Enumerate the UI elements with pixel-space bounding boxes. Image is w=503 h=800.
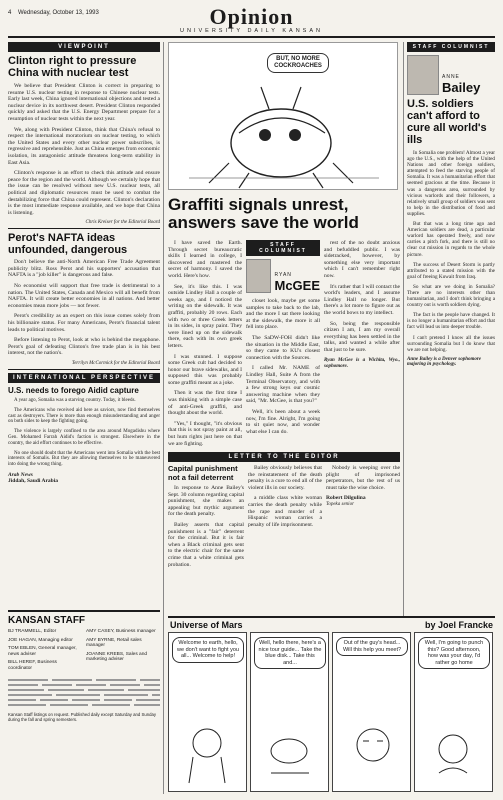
nafta-paragraph: No economist will support that free trade is detrimental to a nation. The United States, Canada and Mexico will all benefit from NAFTA. It will create better economies in all nations. And better economies mean more jobs — not fewer. — [8, 283, 160, 309]
bailey-paragraph: I can't pretend I know all the issues surrounding Somalia but I do know that we are not helping. — [407, 334, 495, 353]
nafta-headline: Perot's NAFTA ideas unfounded, dangerous — [8, 232, 128, 257]
comic-drawing — [169, 633, 246, 791]
comic-drawing — [415, 633, 492, 791]
main-paragraph: I was stunned. I suppose some Greek cult had decided to honor our brave sidewalks, and I supposed this was probably some graffiti meant as a joke. — [168, 353, 242, 386]
bailey-paragraph: But that was a long time ago and American soldiers are dead, a particular warlord has operated freely, and now carries a pitch fork, and there is still no clear cut mission in regards to the whole picture. — [407, 221, 495, 258]
letters-paragraph: In response to Anne Bailey's Sept. 30 column regarding capital punishment, she makes an appealing but mythic argument for the death penalty. — [168, 485, 244, 518]
divider — [8, 369, 160, 370]
editorial-cartoon — [168, 42, 398, 190]
letters-paragraph: a middle class white woman carries the death penalty while the rape and murder of a Hispanic woman carries a penalty of life imprisonment. — [248, 495, 322, 528]
comic-author: by Joel Francke — [424, 620, 493, 630]
masthead-entry: BILL HEREF, Business coordinator — [8, 660, 57, 671]
letters-paragraph: Bailey obviously believes that the reinstatement of the death penalty is a cure to end all of the violent ills in our society. — [248, 465, 322, 491]
comic-strip — [168, 616, 495, 796]
divider — [8, 228, 160, 229]
main-columnist-kicker: STAFF COLUMNIST — [246, 240, 320, 256]
international-paragraph: The violence is largely confined to the area around Mogadishu where Gen. Mohamed Farrah Aidid's faction is strongest. Elsewhere in the country, the aid effort continues to be effective. — [8, 429, 160, 446]
main-paragraph: I called Mr. NAME of Lindley Hall, Suite A from the Terminal Observatory, and with a few strong keys our cosmic answering machine when they said, "Mr. McGee, is that you?" — [246, 365, 320, 405]
nafta-paragraph: Don't believe the anti-North American Free Trade Agreement publicity blitz. Ross Perot and his supporters' accusation that NAFTA is a "job killer" is dangerous and false. — [8, 259, 160, 279]
bailey-paragraph: So what are we doing in Somalia? There are no interests other than humanitarian, and I don't think bringing a country out is worth soldiers dying. — [407, 283, 495, 309]
international-headline: U.S. needs to forego Aidid capture — [8, 386, 139, 395]
masthead-entry: BJ TRAMMELL, Editor — [8, 629, 57, 634]
international-paragraph: The Americans who received aid here as saviors, now find themselves cast as destroyers. There is more than enough misunderstanding and anger on both sides to keep the fighting going. — [8, 407, 160, 425]
main-paragraph: closet look, maybe get some samples to take back to the lab, and the more I sat there looking at the sidewalk, the more it all fell into place. — [246, 298, 320, 331]
issue-date: Wednesday, October 13, 1993 — [18, 10, 99, 16]
letters-location: Topeka senior — [326, 501, 355, 507]
columnist-first-name: RYAN — [274, 272, 292, 278]
masthead-listing — [8, 679, 160, 706]
main-column-3 — [324, 240, 400, 371]
masthead-entry: JOE HAGAN, Managing editor — [8, 637, 73, 643]
comic-bubble: Well, I'm going to punch this? Good afternoon, how was your day, I'd rather go home — [418, 637, 490, 669]
main-paragraph: Well, it's been about a week now, I'm fine. Alright, I'm going to sit quiet now, and wonder what else I can do. — [246, 408, 320, 435]
main-headline: Graffiti signals unrest, answers save the world — [168, 195, 359, 232]
masthead-entry: JOANNE KREBS, Sales and marketing adviser — [86, 651, 148, 663]
main-paragraph: It's rather that I will contact the world's leaders, and I assume Lindley Hall no longer. But there's a lot more to figure out as the world bows to my intellect. — [324, 283, 400, 316]
main-credit: Ryan McGee is a Wichita, Wyo., sophomore. — [324, 357, 400, 370]
bailey-first-name: ANNE — [442, 74, 460, 80]
page-number: 4 — [8, 10, 12, 16]
nafta-paragraph: Before listening to Perot, look at who is behind the megaphone. Perot's goal of defeating Clinton's free trade plan is in his best interest, not the nation's. — [8, 337, 160, 357]
bailey-column — [407, 42, 495, 367]
main-column-2 — [246, 240, 320, 439]
viewpoint-paragraph: We, along with President Clinton, think that China's refusal to respect the international moratorium on nuclear testing, to which the United States and every other nuclear power subscribes, is regressive and reprehensible. Just as China emerges from economic isolation, its antagonistic attitude threatens long-term stability in East Asia. — [8, 126, 160, 166]
masthead-entry: AMY CASEY, Business manager — [86, 629, 156, 634]
nafta-signature: Terrilyn McCormick for the Editorial Board — [71, 361, 160, 366]
bailey-headline: U.S. soldiers can't afford to cure all world's ills — [407, 98, 487, 146]
letters-paragraph: Bailey asserts that capital punishment is a "fair" deterrent for the criminal. But it is fair when a Black criminal gets sent to the electric chair for the same crime that a white criminal gets probation. — [168, 521, 244, 568]
section-title: Opinion — [209, 4, 294, 29]
bailey-kicker: STAFF COLUMNIST — [407, 42, 495, 52]
nafta-body — [8, 259, 160, 357]
letters-headline: Capital punishment not a fail deterrent — [168, 464, 238, 482]
comic-drawing — [333, 633, 410, 791]
main-paragraph: Then it was the first time I was thinking with a simple case of anti-Greek graffiti, and thought about the world. — [168, 390, 242, 417]
comic-title: Universe of Mars — [170, 620, 243, 630]
main-paragraph: rest of the no doubt anxious and befuddled public. I was sidetracked, however, by something else very important which I can't remember right now. — [324, 240, 400, 279]
left-column — [8, 42, 160, 484]
cartoon-bubble: BUT, NO MORE COCKROACHES — [267, 53, 329, 73]
international-kicker: INTERNATIONAL PERSPECTIVE — [8, 373, 160, 383]
main-paragraph: I have saved the Earth. Through secret bureaucratic skills I learned in college, I discovered and mastered the secret of harmony. I saved the world. Here's how. — [168, 240, 242, 279]
comic-bubble: Welcome to earth, hello, we don't want to fight you all... Welcome to help! — [172, 637, 244, 663]
bailey-paragraph: The fact is the people have changed. It is no longer a humanitarian effort and that fact will lead us into deeper trouble. — [407, 312, 495, 331]
masthead-footer: Kansan Staff listings on request. Published daily except Saturday and Sunday during the fall and spring semesters. — [8, 711, 157, 722]
paper-name: UNIVERSITY DAILY KANSAN — [180, 28, 323, 34]
letters-paragraph: Nobody is weeping over the plight of imprisoned perpetrators, but the rest of us must take the wise choice. — [326, 465, 400, 491]
main-paragraph: So, being the responsible citizen I am, I am my overall everything has been settled in the talks, and wanted a while after that just to be sure. — [324, 320, 400, 353]
page-header — [8, 4, 495, 38]
international-body — [8, 398, 160, 468]
staff-masthead — [8, 610, 160, 796]
column-rule — [163, 42, 164, 794]
bailey-credit: Anne Bailey is a Denver sophomore majoring in psychology. — [407, 356, 482, 367]
masthead-right — [86, 629, 158, 675]
letters-section — [168, 452, 400, 572]
bailey-last-name: Bailey — [442, 80, 481, 95]
bailey-paragraph: The success of Desert Storm is partly attributed to a stated mission with the goal of freeing Kuwait from Iraq. — [407, 261, 495, 280]
comic-bubble: Out of the guy's head... Will this help you meet? — [336, 637, 408, 656]
main-paragraph: See, it's like this. I was outside Lindley Hall a couple of weeks ago, and I noticed the writing on the sidewalk. It was graffiti, probably 20 rows. Each with two or three Greek letters in its sides, in spray paint. They were lined up on the sidewalk there, each with its own greek letters. — [168, 283, 242, 349]
letters-kicker: LETTER TO THE EDITOR — [168, 452, 400, 462]
bailey-paragraph: In Somalia one problem! Almost a year ago the U.S., with the help of the United Nations and other foreign soldiers, attempted to feed the starving people of Somalia. It was a humanitarian effort that seemed gracious at the time. Because it was a dangerous area, surrounded by vicious warlords and their followers, a relatively small group of soldiers was sent to help in the distribution of food and supplies. — [407, 150, 495, 217]
international-location: Jiddah, Saudi Arabia — [8, 477, 58, 484]
letters-signature: Robert Dilgulina — [326, 495, 366, 502]
masthead-entry: TOM EBLEN, General manager, news adviser — [8, 646, 77, 657]
main-column-1 — [168, 240, 242, 451]
nafta-paragraph: Perot's credibility as an expert on this issue comes solely from his billionaire status. For many Americans, Perot's financial talent leads to political motives. — [8, 313, 160, 333]
viewpoint-headline: Clinton right to pressure China with nuclear test — [8, 55, 137, 79]
viewpoint-signature: Chris Kreiser for the Editorial Board — [85, 220, 160, 226]
comic-panel-1 — [168, 632, 247, 792]
comic-panel-2 — [250, 632, 329, 792]
main-paragraph: The SaDW-FOH didn't like the situation in the Middle East, so they came to KU's closest connection with the Sources. — [246, 334, 320, 361]
bailey-body — [407, 150, 495, 353]
main-paragraph: "Yes," I thought, "it's obvious that this is not spray paint at all, but hum rights just here on that we are fighting. — [168, 420, 242, 447]
columnist-last-name: McGEE — [274, 278, 320, 293]
comic-drawing — [251, 633, 328, 791]
masthead-title: KANSAN STAFF — [8, 615, 86, 626]
international-source: Arab News — [8, 471, 33, 478]
viewpoint-body — [8, 83, 160, 216]
masthead-left — [8, 629, 80, 675]
viewpoint-kicker: VIEWPOINT — [8, 42, 160, 52]
comic-panel-3 — [332, 632, 411, 792]
international-paragraph: No one should doubt that the Americans went into Somalia with the best interests of Somalis. But they are allowing themselves to be maneuvered into doing the wrong thing. — [8, 450, 160, 468]
columnist-photo — [246, 259, 271, 293]
masthead-entry: AMY BYRNE, Retail sales manager — [86, 637, 142, 649]
bailey-photo — [407, 55, 439, 95]
comic-bubble: Well, hello there, here's a nice tour guide... Take the blue disk... Take this and... — [254, 637, 326, 669]
viewpoint-paragraph: We believe that President Clinton is correct in preparing to resume U.S. nuclear testing in response to Chinese nuclear tests. Early last week, China ignored international objections and tested a nuclear device in its northwest desert. President Clinton responded quickly and asked that the U.S. Energy Department prepare for a resumption of nuclear tests within the next year. — [8, 83, 160, 122]
column-rule — [403, 42, 404, 616]
viewpoint-paragraph: Clinton's response is an effort to check this attitude and ensure peace for the region and the world. Although we certainly hope that the issue can be resolved without new U.S. nuclear tests, all political and diplomatic resources must be used to combat the destabilizing force that China could represent. Clinton's declaration is the most immediate response available, and we hope that China is listening. — [8, 170, 160, 216]
comic-panel-4 — [414, 632, 493, 792]
international-paragraph: A year ago, Somalia was a starving country. Today, it bleeds. — [14, 398, 136, 403]
